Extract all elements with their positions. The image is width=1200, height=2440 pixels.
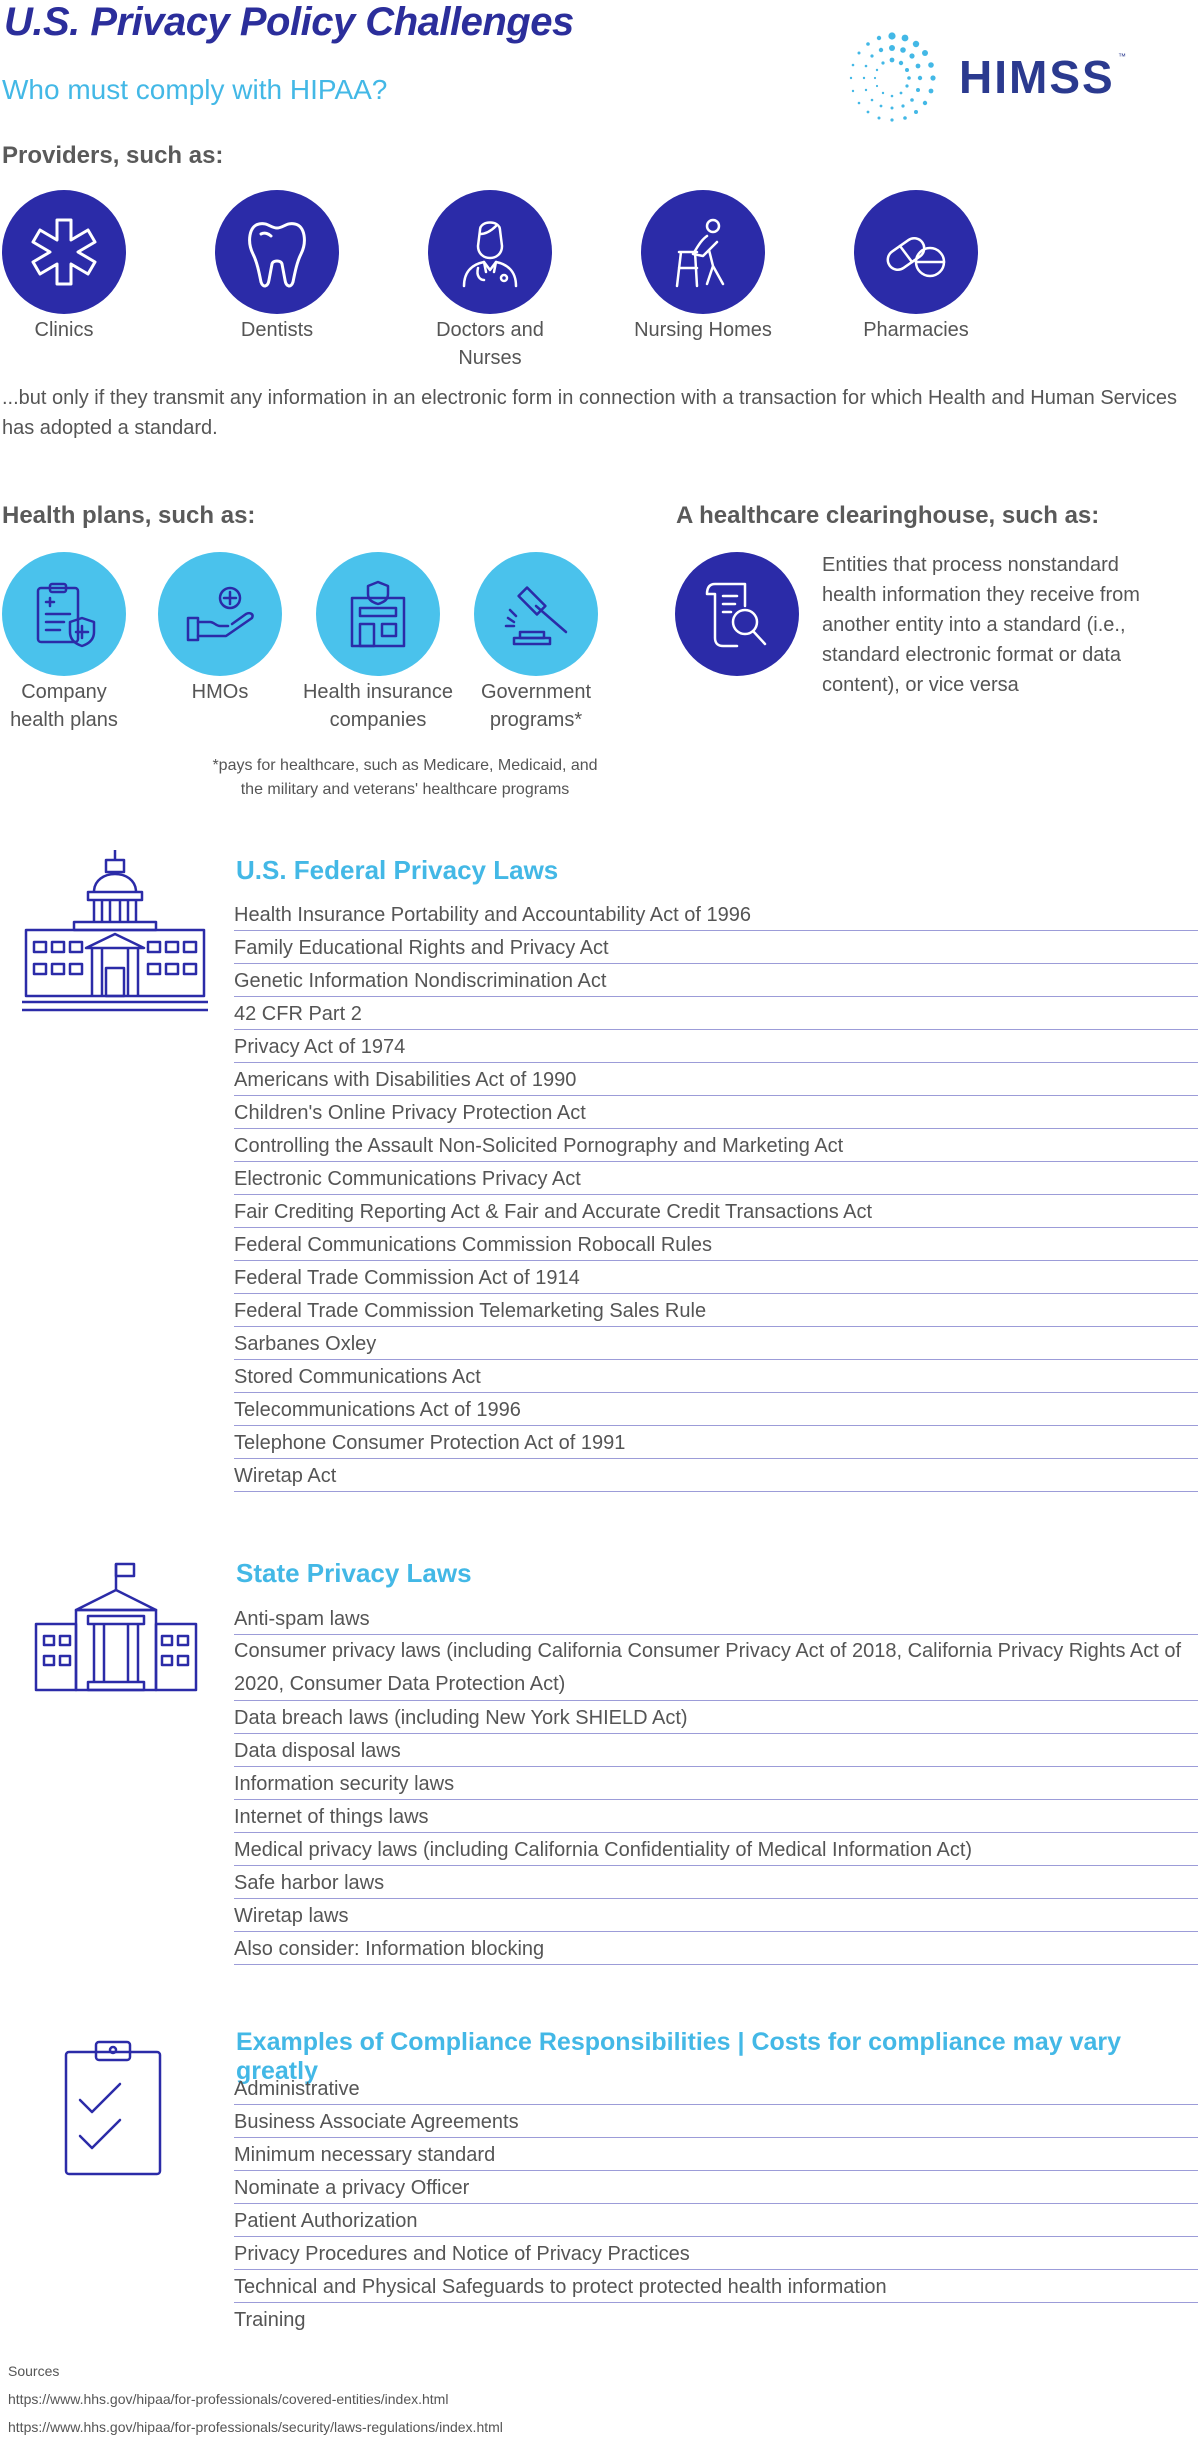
pharmacies-label: Pharmacies [863, 319, 969, 341]
page-subtitle: Who must comply with HIPAA? [2, 74, 388, 105]
federal-law-item: Genetic Information Nondiscrimination Act [234, 964, 1198, 997]
state-law-item: Medical privacy laws (including California Confidentiality of Medical Information Act) [234, 1833, 1198, 1866]
federal-law-item: Health Insurance Portability and Accountability Act of 1996 [234, 898, 1198, 931]
hand-plus-icon [180, 574, 260, 654]
state-laws-list [234, 1602, 1198, 1965]
health-plans-heading: Health plans, such as: [2, 502, 256, 529]
federal-laws-list [234, 898, 1198, 1492]
compliance-item: Nominate a privacy Officer [234, 2171, 1198, 2204]
tooth-icon [237, 212, 317, 292]
federal-laws-title: U.S. Federal Privacy Laws [236, 855, 559, 885]
elderly-walker-icon [663, 212, 743, 292]
hmos-label: HMOs [191, 681, 249, 703]
source-link[interactable]: https://www.hhs.gov/hipaa/for-professionals/security/laws-regulations/index.html [8, 2419, 503, 2435]
nursing-homes-label: Nursing Homes [634, 319, 772, 341]
federal-law-item: 42 CFR Part 2 [234, 997, 1198, 1030]
federal-law-item: Wiretap Act [234, 1459, 1198, 1492]
clinics-circle [2, 190, 126, 314]
clearinghouse-text: Entities that process nonstandard health information they receive from another entity into a standard (i.e., standard electronic format or data content), or vice versa [822, 554, 1140, 696]
hmos-circle [158, 552, 282, 676]
federal-law-item: Electronic Communications Privacy Act [234, 1162, 1198, 1195]
compliance-item: Minimum necessary standard [234, 2138, 1198, 2171]
sources [8, 2357, 503, 2440]
state-laws-title: State Privacy Laws [236, 1558, 472, 1588]
doctors-circle [428, 190, 552, 314]
checklist-clipboard-icon [62, 2038, 164, 2178]
state-law-item: Consumer privacy laws (including California Consumer Privacy Act of 2018, California Privacy Rights Act of 2020, Consumer Data Protection Act) [234, 1635, 1198, 1701]
providers-heading: Providers, such as: [2, 142, 224, 169]
state-law-item: Data disposal laws [234, 1734, 1198, 1767]
dentists-circle [215, 190, 339, 314]
pills-icon [876, 212, 956, 292]
federal-law-item: Federal Trade Commission Telemarketing Sales Rule [234, 1294, 1198, 1327]
logo-wordmark: HIMSS [959, 51, 1115, 103]
himss-logo [842, 28, 1142, 128]
health-plans-footnote: *pays for healthcare, such as Medicare, Medicaid, and the military and veterans' healthcare programs [212, 757, 598, 798]
clearinghouse-circle [675, 552, 799, 676]
compliance-list [234, 2072, 1198, 2336]
nursing-homes-circle [641, 190, 765, 314]
dot-ring-logo-icon [842, 28, 942, 128]
clearinghouse-heading: A healthcare clearinghouse, such as: [676, 502, 1100, 529]
providers-note: ...but only if they transmit any information in an electronic form in connection with a transaction for which Health and Human Services has adopted a standard. [2, 387, 1178, 439]
compliance-item: Patient Authorization [234, 2204, 1198, 2237]
doctor-icon [450, 212, 530, 292]
compliance-item: Training [234, 2309, 306, 2331]
federal-law-item: Stored Communications Act [234, 1360, 1198, 1393]
dentists-label: Dentists [240, 319, 314, 341]
page-title: U.S. Privacy Policy Challenges [4, 0, 574, 44]
state-law-item: Safe harbor laws [234, 1866, 1198, 1899]
state-law-item: Internet of things laws [234, 1800, 1198, 1833]
state-building-flag-icon [32, 1560, 200, 1700]
state-law-item: Data breach laws (including New York SHIELD Act) [234, 1701, 1198, 1734]
state-law-item: Anti-spam laws [234, 1602, 1198, 1635]
compliance-item: Administrative [234, 2072, 1198, 2105]
state-law-item: Also consider: Information blocking [234, 1932, 1198, 1965]
federal-law-item: Telecommunications Act of 1996 [234, 1393, 1198, 1426]
federal-law-item: Controlling the Assault Non-Solicited Pornography and Marketing Act [234, 1129, 1198, 1162]
clipboard-shield-icon [24, 574, 104, 654]
federal-law-item: Federal Trade Commission Act of 1914 [234, 1261, 1198, 1294]
company-plans-circle [2, 552, 126, 676]
federal-law-item: Telephone Consumer Protection Act of 1991 [234, 1426, 1198, 1459]
doctors-label: Doctors and Nurses [436, 319, 544, 369]
federal-law-item: Americans with Disabilities Act of 1990 [234, 1063, 1198, 1096]
gavel-icon [496, 574, 576, 654]
compliance-item: Privacy Procedures and Notice of Privacy Practices [234, 2237, 1198, 2270]
federal-law-item: Federal Communications Commission Robocall Rules [234, 1228, 1198, 1261]
company-plans-label: Company health plans [10, 681, 118, 731]
document-magnifier-icon [697, 574, 777, 654]
sources-label: Sources [8, 2363, 60, 2379]
state-law-item: Wiretap laws [234, 1899, 1198, 1932]
compliance-item: Business Associate Agreements [234, 2105, 1198, 2138]
government-label: Government programs* [480, 681, 592, 731]
logo-trademark: ™ [1118, 52, 1126, 61]
insurance-label: Health insurance companies [302, 681, 454, 731]
pharmacies-circle [854, 190, 978, 314]
insurance-circle [316, 552, 440, 676]
compliance-title: Examples of Compliance Responsibilities | Costs for compliance may vary greatly [236, 2028, 1122, 2085]
clinics-label: Clinics [34, 319, 94, 341]
state-law-item: Information security laws [234, 1767, 1198, 1800]
building-shield-icon [338, 574, 418, 654]
star-of-life-icon [24, 212, 104, 292]
federal-law-item: Fair Crediting Reporting Act & Fair and Accurate Credit Transactions Act [234, 1195, 1198, 1228]
federal-law-item: Privacy Act of 1974 [234, 1030, 1198, 1063]
federal-law-item: Family Educational Rights and Privacy Act [234, 931, 1198, 964]
source-link[interactable]: https://www.hhs.gov/hipaa/for-professionals/covered-entities/index.html [8, 2391, 449, 2407]
federal-law-item: Sarbanes Oxley [234, 1327, 1198, 1360]
federal-law-item: Children's Online Privacy Protection Act [234, 1096, 1198, 1129]
government-circle [474, 552, 598, 676]
compliance-item: Technical and Physical Safeguards to protect protected health information [234, 2270, 1198, 2303]
capitol-building-icon [22, 848, 208, 1024]
